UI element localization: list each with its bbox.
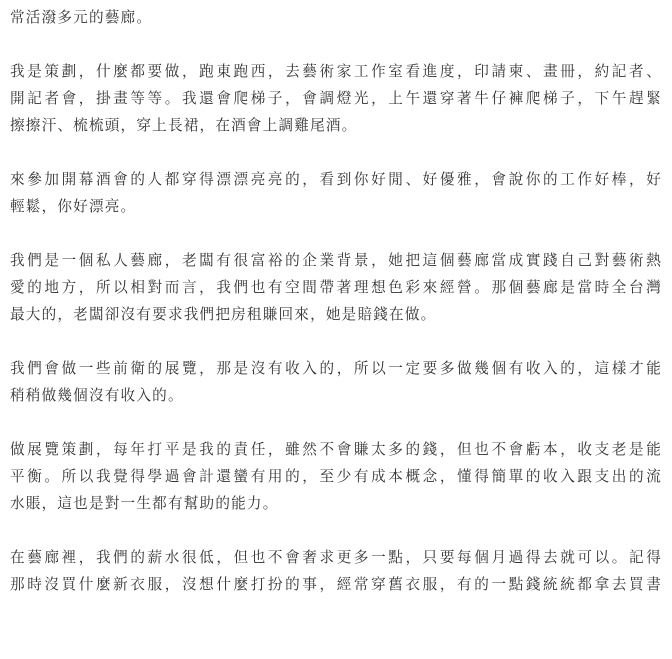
paragraph-5: [10, 355, 662, 409]
text-line: 來參加開幕酒會的人都穿得漂漂亮亮的，看到你好閒、好優雅，會說你的工作好棒，好: [10, 171, 662, 188]
text-line: 愛的地方，所以相對而言，我們也有空間帶著理想色彩來經營。那個藝廊是當時全台灣: [10, 279, 662, 296]
paragraph-4: [10, 247, 662, 328]
paragraph-6: [10, 436, 662, 517]
text-line: 做展覽策劃，每年打平是我的責任，雖然不會賺太多的錢，但也不會虧本，收支老是能: [10, 441, 662, 458]
text-line: 我們是一個私人藝廊，老闆有很富裕的企業背景，她把這個藝廊當成實踐自己對藝術熱: [10, 252, 662, 269]
text-line: 輕鬆，你好漂亮。: [10, 198, 137, 215]
text-line: 水賬，這也是對一生都有幫助的能力。: [10, 495, 279, 512]
text-line: 最大的，老闆卻沒有要求我們把房租賺回來，她是賠錢在做。: [10, 306, 437, 323]
text-line: 在藝廊裡，我們的薪水很低，但也不會奢求更多一點，只要每個月過得去就可以。記得: [10, 549, 662, 566]
paragraph-2: [10, 58, 662, 139]
text-line: 開記者會，掛畫等等。我還會爬梯子，會調燈光，上午還穿著牛仔褲爬梯子，下午趕緊: [10, 90, 662, 107]
text-line: 擦擦汗、梳梳頭，穿上長裙，在酒會上調雞尾酒。: [10, 117, 358, 134]
paragraph-1: [10, 4, 662, 31]
text-line: 平衡。所以我覺得學過會計還蠻有用的，至少有成本概念，懂得簡單的收入跟支出的流: [10, 468, 662, 485]
text-line: 常活潑多元的藝廊。: [10, 9, 153, 26]
text-line: 我是策劃，什麼都要做，跑東跑西，去藝術家工作室看進度，印請柬、畫冊，約記者、: [10, 63, 662, 80]
paragraph-7: [10, 544, 662, 598]
paragraph-3: [10, 166, 662, 220]
text-line: 稍稍做幾個沒有收入的。: [10, 387, 184, 404]
text-line: 那時沒買什麼新衣服，沒想什麼打扮的事，經常穿舊衣服，有的一點錢統統都拿去買書: [10, 576, 662, 593]
text-line: 我們會做一些前衛的展覽，那是沒有收入的，所以一定要多做幾個有收入的，這樣才能: [10, 360, 662, 377]
